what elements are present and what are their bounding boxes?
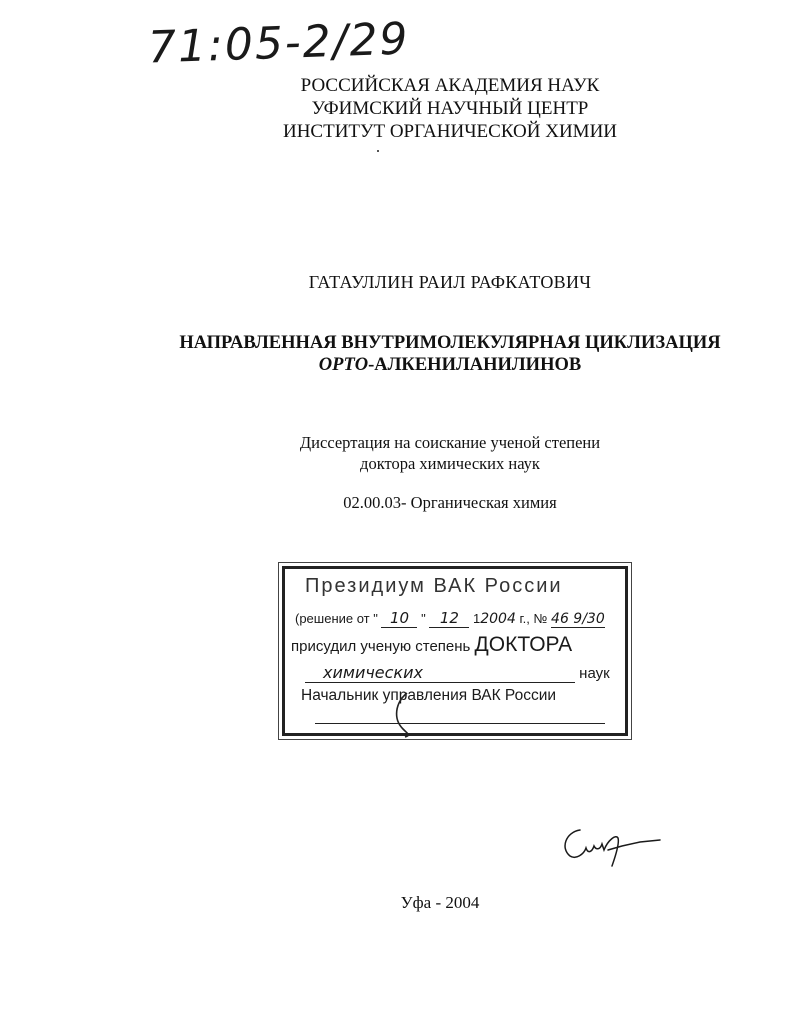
archive-code: 71:05-2/29 <box>147 13 411 74</box>
stamp-decision-line <box>295 609 605 628</box>
stamp-signature <box>385 689 425 739</box>
sciences-label: наук <box>579 665 610 682</box>
degree-line-2: доктора химических наук <box>360 454 540 473</box>
header-academy: РОССИЙСКАЯ АКАДЕМИЯ НАУК <box>300 75 600 96</box>
decision-number: 46 9/30 <box>551 611 605 627</box>
vak-stamp <box>282 566 628 736</box>
city-year: Уфа - 2004 <box>400 893 480 912</box>
speck <box>377 150 379 152</box>
thesis-title <box>150 332 750 376</box>
stamp-awarded-line <box>291 633 572 657</box>
stamp-science-line <box>305 663 610 683</box>
decision-day: 10 <box>381 609 417 628</box>
decision-prefix: (решение от " <box>295 611 378 626</box>
degree-line-1: Диссертация на соискание ученой степени <box>299 433 601 452</box>
author-signature <box>556 820 666 870</box>
degree-word: ДОКТОРА <box>474 633 573 656</box>
header-institute: ИНСТИТУТ ОРГАНИЧЕСКОЙ ХИМИИ <box>282 121 618 142</box>
science-handwritten: химических <box>305 663 575 683</box>
decision-month: 12 <box>429 609 469 628</box>
author-name: ГАТАУЛЛИН РАИЛ РАФКАТОВИЧ <box>308 272 592 292</box>
institution-header <box>250 74 650 143</box>
quote-sep: " <box>421 611 426 626</box>
title-line-2 <box>150 354 750 376</box>
specialty: 02.00.03- Органическая химия <box>343 493 557 512</box>
degree-statement <box>250 432 650 474</box>
stamp-heading: Президиум ВАК России <box>305 575 563 597</box>
stamp-signature-line <box>315 723 605 724</box>
stamp-head-label: Начальник управления ВАК России <box>301 687 557 704</box>
decision-year: 2004 <box>480 611 516 627</box>
year-prefix: 1 <box>472 611 481 626</box>
title-ortho: ОРТО <box>318 355 369 375</box>
header-center: УФИМСКИЙ НАУЧНЫЙ ЦЕНТР <box>311 98 589 119</box>
title-line-1: НАПРАВЛЕННАЯ ВНУТРИМОЛЕКУЛЯРНАЯ ЦИКЛИЗАЦИЯ <box>179 333 721 353</box>
number-label: г., № <box>519 611 548 626</box>
awarded-text: присудил ученую степень <box>291 638 471 655</box>
title-rest: -АЛКЕНИЛАНИЛИНОВ <box>368 355 582 375</box>
